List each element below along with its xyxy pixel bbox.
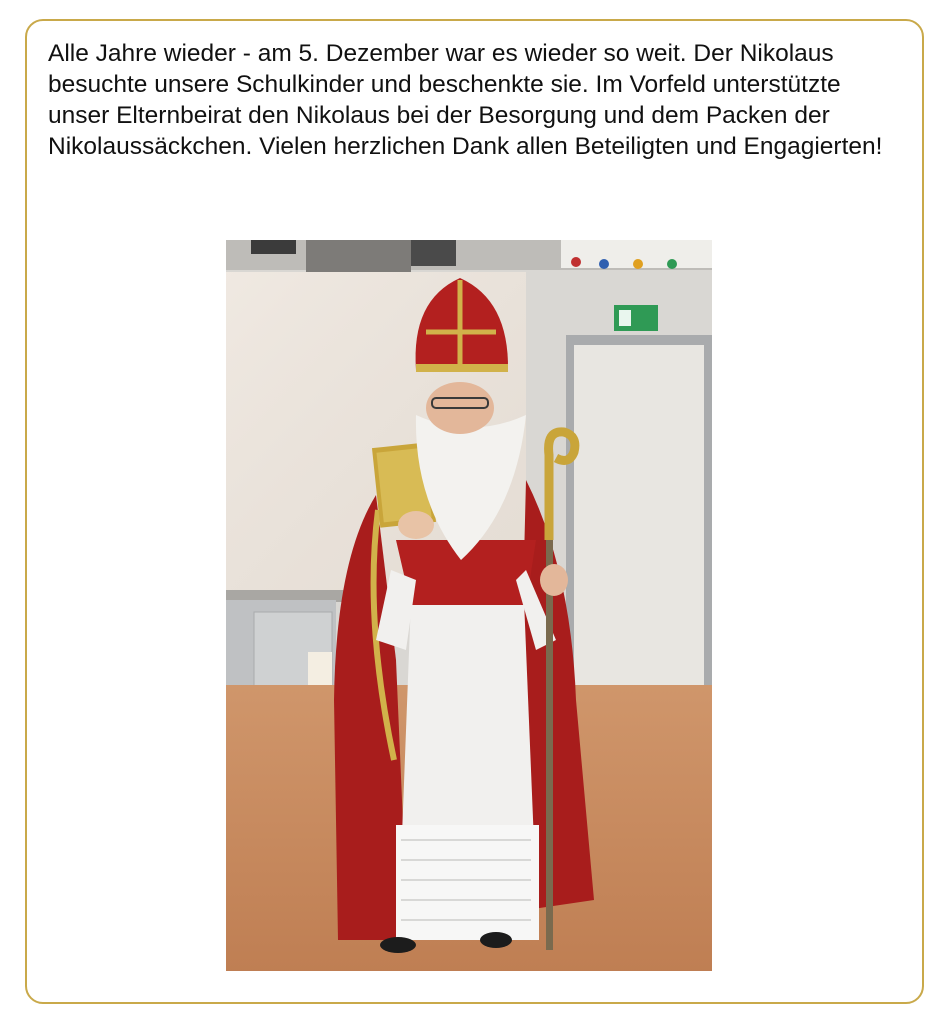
nikolaus-photo-illustration	[226, 240, 712, 971]
nikolaus-photo[interactable]	[226, 240, 712, 971]
post-card	[25, 19, 924, 1004]
post-text: Alle Jahre wieder - am 5. Dezember war es wieder so weit. Der Nikolaus besuchte unsere Schulkinder und beschenkte sie. Im Vorfeld unterstützte unser Elternbeirat den Nikolaus bei der Besorgung und dem Packen der Nikolaussäckchen. Vielen herzlichen Dank allen Beteiligten und Engagierten!	[48, 40, 883, 160]
